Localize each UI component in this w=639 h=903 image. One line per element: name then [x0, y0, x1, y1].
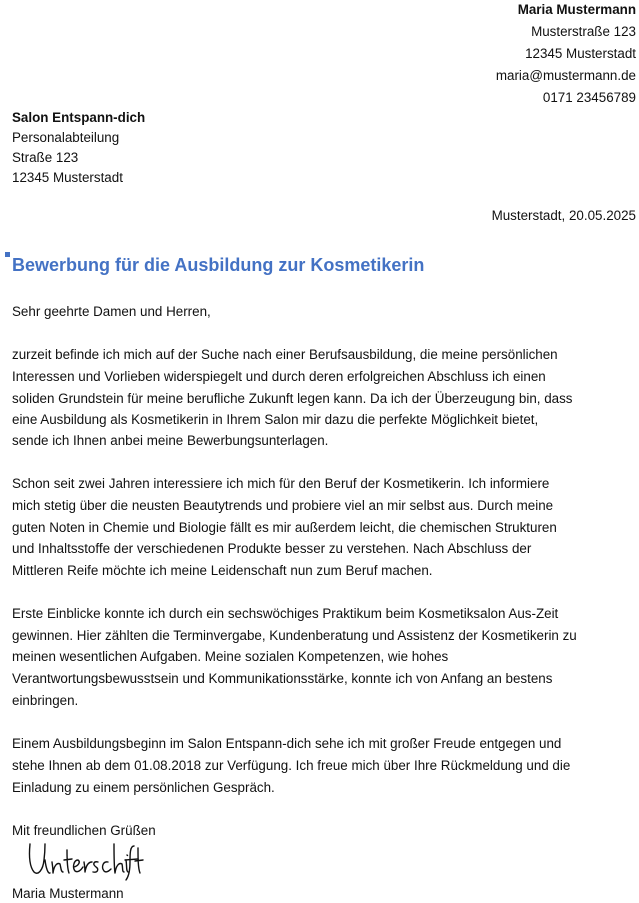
- paragraph-3-line: einbringen.: [12, 693, 79, 708]
- sender-street: Musterstraße 123: [531, 24, 636, 39]
- paragraph-2-line: und Inhaltsstoffe der verschiedenen Produkte besser zu verstehen. Nach Abschluss der: [12, 541, 532, 556]
- closing: Mit freundlichen Grüßen: [12, 823, 156, 838]
- signature-image: [26, 840, 144, 882]
- paragraph-4-line: stehe Ihnen ab dem 01.08.2018 zur Verfügung. Ich freue mich über Ihre Rückmeldung und die: [12, 758, 571, 773]
- heading-marker: [5, 252, 10, 257]
- paragraph-1-line: sende ich Ihnen anbei meine Bewerbungsunterlagen.: [12, 433, 329, 448]
- paragraph-1-line: zurzeit befinde ich mich auf der Suche nach einer Berufsausbildung, die meine persönlichen: [12, 347, 558, 362]
- sender-name: Maria Mustermann: [517, 2, 636, 17]
- letter-heading: Bewerbung für die Ausbildung zur Kosmetikerin: [12, 255, 425, 275]
- paragraph-1-line: soliden Grundstein für meine berufliche Zukunft legen kann. Da ich der Überzeugung bin, dass: [12, 391, 573, 406]
- paragraph-2-line: Schon seit zwei Jahren interessiere ich mich für den Beruf der Kosmetikerin. Ich informiere: [12, 476, 550, 491]
- paragraph-2-line: Mittleren Reife möchte ich meine Leidenschaft nun zum Beruf machen.: [12, 563, 433, 578]
- paragraph-3-line: gewinnen. Hier zählten die Terminvergabe, Kundenberatung und Assistenz der Kosmetikerin zu: [12, 628, 577, 643]
- paragraph-2-line: mich stetig über die neusten Beautytrends und probiere viel an mir selbst aus. Durch meine: [12, 498, 554, 513]
- paragraph-1-line: eine Ausbildung als Kosmetikerin in Ihrem Salon mir dazu die perfekte Möglichkeit bietet,: [12, 412, 539, 427]
- paragraph-4-line: Einladung zu einem persönlichen Gespräch.: [12, 780, 275, 795]
- paragraph-4-line: Einem Ausbildungsbeginn im Salon Entspann-dich sehe ich mit großer Freude entgegen und: [12, 736, 562, 751]
- sender-city: 12345 Musterstadt: [525, 46, 636, 61]
- paragraph-3-line: meinen wesentlichen Aufgaben. Meine sozialen Kompetenzen, wie hohes: [12, 649, 449, 664]
- letter-date: Musterstadt, 20.05.2025: [491, 208, 636, 223]
- recipient-city: 12345 Musterstadt: [12, 170, 123, 185]
- recipient-street: Straße 123: [12, 150, 79, 165]
- recipient-department: Personalabteilung: [12, 130, 120, 145]
- sender-email: maria@mustermann.de: [495, 68, 636, 83]
- paragraph-3-line: Verantwortungsbewusstsein und Kommunikationsstärke, konnte ich von Anfang an bestens: [12, 671, 553, 686]
- recipient-company: Salon Entspann-dich: [12, 110, 146, 125]
- signer-name: Maria Mustermann: [12, 886, 124, 901]
- salutation: Sehr geehrte Damen und Herren,: [12, 304, 211, 319]
- paragraph-3-line: Erste Einblicke konnte ich durch ein sechswöchiges Praktikum beim Kosmetiksalon Aus-Zeit: [12, 606, 559, 621]
- paragraph-2-line: guten Noten in Chemie und Biologie fällt es mir außerdem leicht, die chemischen Strukturen: [12, 520, 557, 535]
- sender-phone: 0171 23456789: [542, 90, 636, 105]
- paragraph-1-line: Interessen und Vorlieben widerspiegelt und durch deren erfolgreichen Abschluss ich einen: [12, 369, 546, 384]
